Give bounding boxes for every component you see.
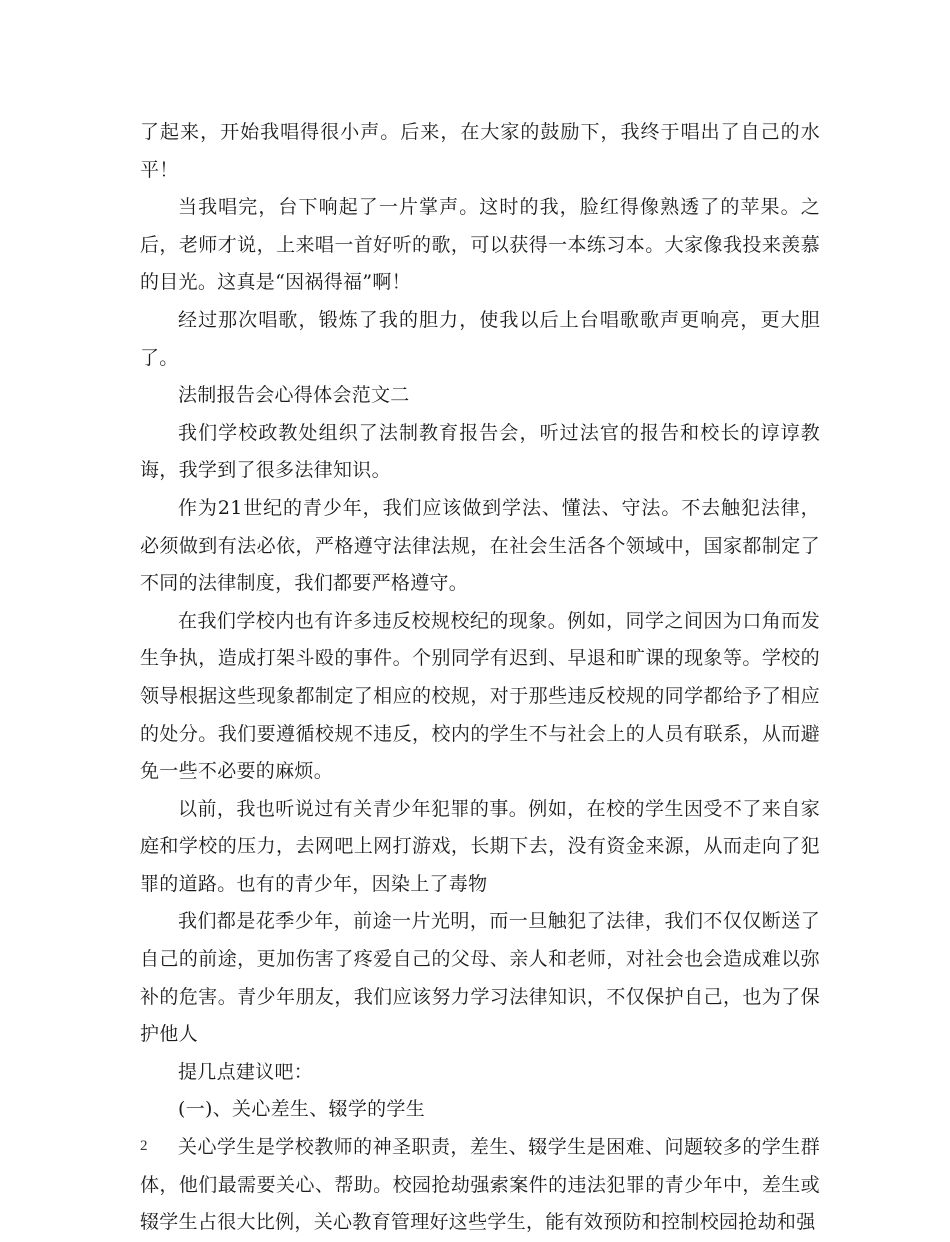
paragraph: 作为21世纪的青少年，我们应该做到学法、懂法、守法。不去触犯法律，必须做到有法必依，严格遵守法律法规，在社会生活各个领域中，国家都制定了不同的法律制度，我们都要严格遵守。 [140,496,820,595]
section-heading: 法制报告会心得体会范文二 [178,384,410,407]
paragraph: 在我们学校内也有许多违反校规校纪的现象。例如，同学之间因为口角而发生争执，造成打架斗殴的事件。个别同学有迟到、早退和旷课的现象等。学校的领导根据这些现象都制定了相应的校规，对于那些违反校规的同学都给予了相应的处分。我们要遵循校规不违反，校内的学生不与社会上的人员有联系，从而避免一些不必要的麻烦。 [140,609,820,783]
paragraph: 提几点建议吧： [178,1060,314,1083]
paragraph: 经过那次唱歌，锻炼了我的胆力，使我以后上台唱歌歌声更响亮，更大胆了。 [140,308,820,369]
paragraph: 我们都是花季少年，前途一片光明，而一旦触犯了法律，我们不仅仅断送了自己的前途，更加伤害了疼爱自己的父母、亲人和老师，对社会也会造成难以弥补的危害。青少年朋友，我们应该努力学习法律知识，不仅保护自己，也为了保护他人 [140,910,820,1046]
paragraph: 了起来，开始我唱得很小声。后来，在大家的鼓励下，我终于唱出了自己的水平！ [140,121,820,181]
list-heading: (一)、关心差生、辍学的学生 [178,1098,426,1121]
page-number: 2 [140,1138,148,1154]
page-body [140,114,820,1242]
paragraph: 关心学生是学校教师的神圣职责，差生、辍学生是困难、问题较多的学生群体，他们最需要关心、帮助。校园抢劫强索案件的违法犯罪的青少年中，差生或辍学生占很大比例，关心教育管理好这些学生，能有效预防和控制校园抢劫和强 [140,1136,820,1234]
paragraph: 以前，我也听说过有关青少年犯罪的事。例如，在校的学生因受不了来自家庭和学校的压力，去网吧上网打游戏，长期下去，没有资金来源，从而走向了犯罪的道路。也有的青少年，因染上了毒物 [140,797,820,895]
paragraph: 当我唱完，台下响起了一片掌声。这时的我，脸红得像熟透了的苹果。之后，老师才说，上来唱一首好听的歌，可以获得一本练习本。大家像我投来羡慕的目光。这真是“因祸得福”啊！ [140,196,820,294]
paragraph: 我们学校政教处组织了法制教育报告会，听过法官的报告和校长的谆谆教诲，我学到了很多法律知识。 [140,421,820,482]
